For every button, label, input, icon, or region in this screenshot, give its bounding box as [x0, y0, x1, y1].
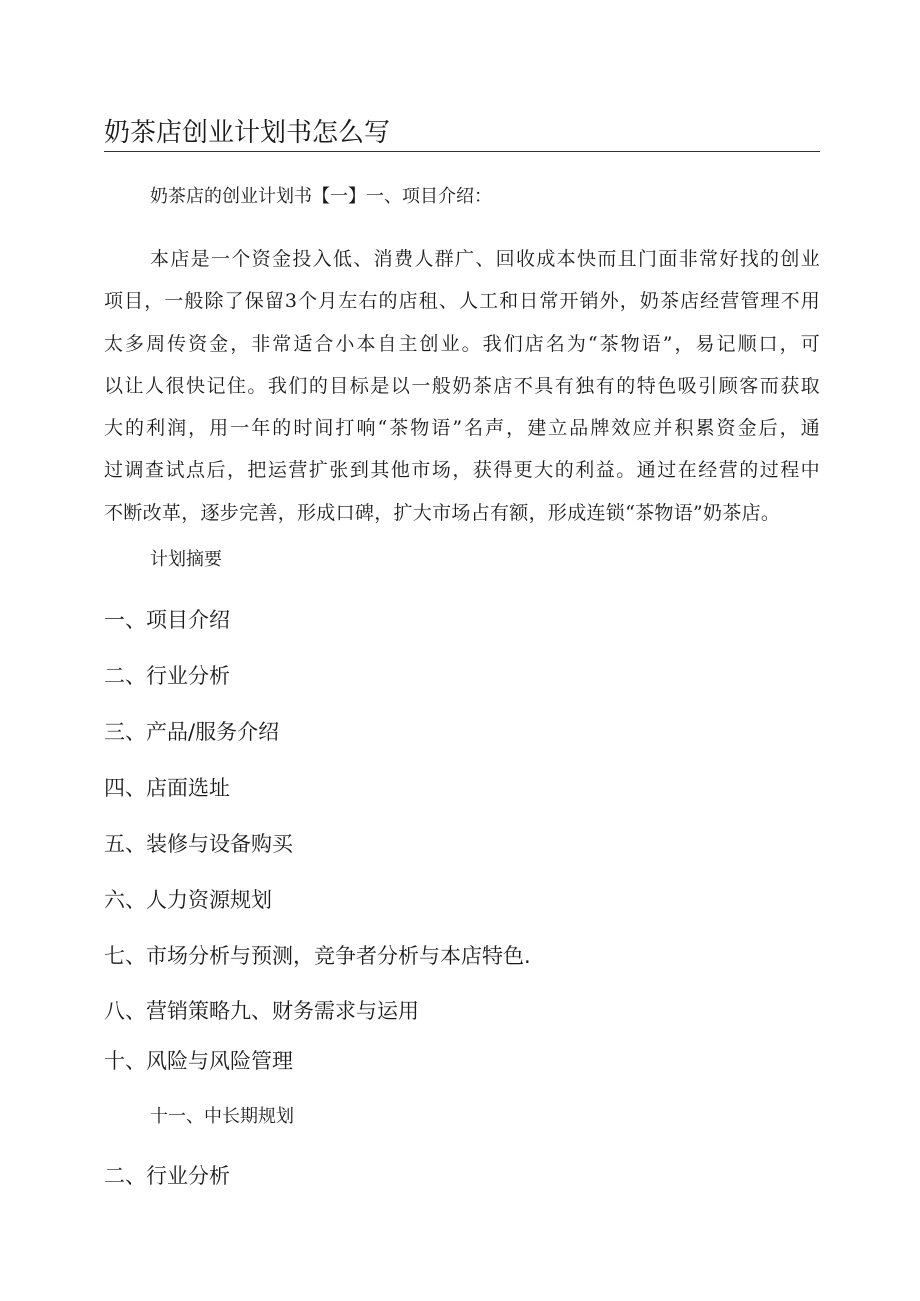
paragraph-line: 过调查试点后，把运营扩张到其他市场，获得更大的利益。通过在经营的过程中: [104, 459, 820, 482]
plan-summary-label: 计划摘要: [150, 549, 222, 570]
outline-item: 六、人力资源规划: [104, 888, 272, 912]
outline-item: 四、店面选址: [104, 776, 230, 800]
outline-sub-item: 十一、中长期规划: [150, 1106, 294, 1127]
project-intro-paragraph: [104, 238, 820, 534]
paragraph-line: 大的利润，用一年的时间打响“茶物语”名声，建立品牌效应并积累资金后，通: [104, 417, 820, 440]
paragraph-line: 项目，一般除了保留3个月左右的店租、人工和日常开销外，奶茶店经营管理不用: [104, 290, 820, 313]
outline-item: 二、行业分析: [104, 664, 230, 688]
outline-item: 三、产品/服务介绍: [104, 720, 280, 744]
outline-item: 五、装修与设备购买: [104, 832, 293, 856]
title-underline: [104, 151, 820, 152]
paragraph-line: 太多周传资金，非常适合小本自主创业。我们店名为“茶物语”，易记顺口，可: [104, 332, 820, 355]
outline-item: 十、风险与风险管理: [104, 1049, 293, 1073]
section-heading: 二、行业分析: [104, 1164, 230, 1188]
paragraph-line: 不断改革，逐步完善，形成口碑，扩大市场占有额，形成连锁“茶物语”奶茶店。: [104, 501, 781, 524]
document-title: 奶茶店创业计划书怎么写: [104, 118, 391, 148]
outline-item: 七、市场分析与预测，竞争者分析与本店特色.: [104, 944, 531, 968]
intro-line: 奶茶店的创业计划书【一】一、项目介绍：: [150, 186, 492, 207]
paragraph-line: 以让人很快记住。我们的目标是以一般奶茶店不具有独有的特色吸引顾客而获取: [104, 374, 820, 397]
paragraph-line: 本店是一个资金投入低、消费人群广、回收成本快而且门面非常好找的创业: [150, 248, 820, 270]
outline-item: 八、营销策略九、财务需求与运用: [104, 999, 419, 1023]
outline-item: 一、项目介绍: [104, 608, 230, 632]
